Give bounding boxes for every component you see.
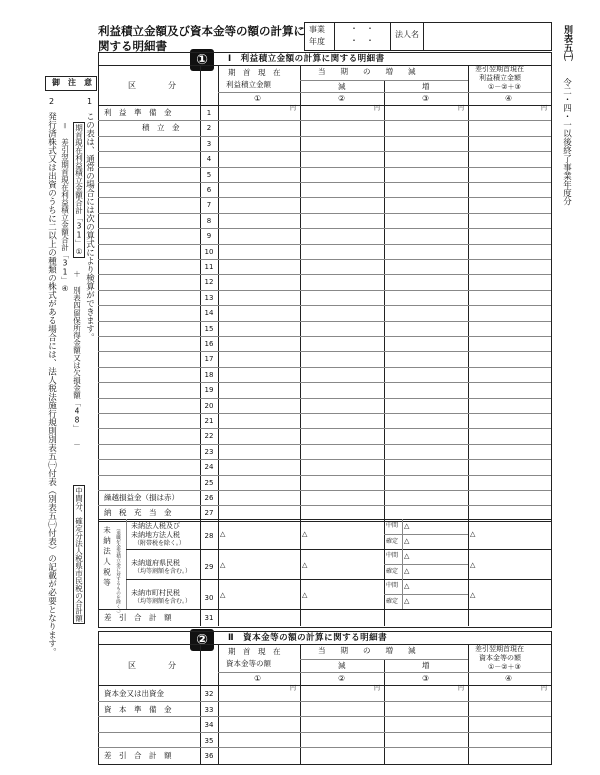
- note1-text: この表は、通常の場合には次の算式により検算ができます。: [84, 112, 95, 342]
- tax-row30-label-a: 未納市町村民税: [131, 589, 180, 597]
- amount-cell[interactable]: [301, 137, 383, 150]
- form-title-line2: 関する明細書: [98, 39, 167, 53]
- amount-cell[interactable]: [469, 748, 550, 762]
- amount-cell[interactable]: [301, 399, 383, 412]
- amount-cell[interactable]: [469, 106, 550, 119]
- amount-cell[interactable]: [469, 275, 550, 288]
- amount-cell[interactable]: [219, 383, 299, 396]
- section2-colnum-3: ③: [422, 674, 430, 683]
- row30-chukan-triangle: △: [404, 582, 410, 590]
- amount-cell[interactable]: [385, 137, 467, 150]
- amount-cell[interactable]: [385, 168, 467, 181]
- amount-cell[interactable]: [219, 260, 299, 273]
- section2-col4-header-a: 差引翌期首現在: [475, 645, 524, 653]
- section2-col4-header-c: ①－②＋③: [488, 663, 521, 671]
- section1-yen-unit-3: 円: [458, 105, 465, 112]
- row-label-2: 積 立 金: [142, 123, 180, 132]
- amount-cell[interactable]: [385, 352, 467, 365]
- section2-yen-unit-3: 円: [458, 685, 465, 692]
- amount-cell[interactable]: [385, 460, 467, 473]
- amount-cell[interactable]: [469, 245, 550, 258]
- row28-chukan-triangle: △: [404, 522, 410, 530]
- year-from-field[interactable]: ・ ・: [350, 24, 374, 33]
- amount-cell[interactable]: [385, 121, 467, 134]
- section1-increase-header: 増: [422, 82, 430, 91]
- note1-formula-a: 期首現在利益積立金額合計「31」①: [74, 124, 84, 256]
- amount-cell[interactable]: [469, 322, 550, 335]
- amount-cell[interactable]: [385, 399, 467, 412]
- row-number-31: 31: [204, 614, 214, 622]
- amount-cell[interactable]: [301, 291, 383, 304]
- section2-kubun-header: 区 分: [128, 661, 176, 670]
- amount-cell[interactable]: [301, 414, 383, 427]
- row-label-33: 資 本 準 備 金: [104, 705, 172, 714]
- amount-cell[interactable]: [301, 306, 383, 319]
- amount-cell[interactable]: [385, 214, 467, 227]
- amount-cell[interactable]: [469, 491, 550, 504]
- row-number-13: 13: [204, 294, 214, 302]
- amount-cell[interactable]: [469, 306, 550, 319]
- amount-cell[interactable]: [219, 198, 299, 211]
- nendo-label: 年度: [309, 37, 325, 46]
- amount-cell[interactable]: [301, 198, 383, 211]
- amount-cell[interactable]: [219, 414, 299, 427]
- row-number-21: 21: [204, 417, 214, 425]
- row29-chukan-label: 中間: [386, 552, 399, 559]
- amount-cell[interactable]: [301, 506, 383, 519]
- row-number-8: 8: [206, 217, 212, 225]
- amount-cell[interactable]: [385, 275, 467, 288]
- amount-cell[interactable]: [301, 260, 383, 273]
- row-number-4: 4: [206, 155, 212, 163]
- amount-cell[interactable]: [219, 152, 299, 165]
- section1-colnum-4: ④: [505, 94, 513, 103]
- amount-cell[interactable]: [301, 429, 383, 442]
- amount-cell[interactable]: [301, 121, 383, 134]
- row28-kakutei-triangle: △: [404, 537, 410, 545]
- amount-cell[interactable]: [385, 229, 467, 242]
- section2-change-header: 当 期 の 増 減: [318, 646, 416, 655]
- amount-cell[interactable]: [469, 229, 550, 242]
- section2-increase-header: 増: [422, 661, 430, 670]
- amount-cell[interactable]: [301, 214, 383, 227]
- amount-cell[interactable]: [219, 106, 299, 119]
- row30-kakutei-label: 確定: [386, 598, 399, 605]
- section2-yen-unit-2: 円: [374, 685, 381, 692]
- amount-cell[interactable]: [219, 291, 299, 304]
- amount-cell[interactable]: [301, 460, 383, 473]
- row-number-23: 23: [204, 448, 214, 456]
- row-number-18: 18: [204, 371, 214, 379]
- row28-chukan-label: 中間: [386, 522, 399, 529]
- row-number-15: 15: [204, 325, 214, 333]
- amount-cell[interactable]: [219, 245, 299, 258]
- amount-cell[interactable]: [301, 183, 383, 196]
- amount-cell[interactable]: [301, 229, 383, 242]
- amount-cell[interactable]: [219, 368, 299, 381]
- tax-row28-label-a: 未納法人税及び: [131, 522, 180, 530]
- amount-cell[interactable]: [219, 322, 299, 335]
- amount-cell[interactable]: [469, 198, 550, 211]
- amount-cell[interactable]: [469, 383, 550, 396]
- section2-col1-header-b: 資本金等の額: [226, 659, 271, 668]
- row-number-16: 16: [204, 340, 214, 348]
- note1-number: 1: [87, 97, 93, 106]
- amount-cell[interactable]: [219, 306, 299, 319]
- amount-cell[interactable]: [301, 445, 383, 458]
- amount-cell[interactable]: [301, 717, 383, 731]
- row29-kakutei-triangle: △: [404, 567, 410, 575]
- amount-cell[interactable]: [301, 352, 383, 365]
- amount-cell[interactable]: [469, 183, 550, 196]
- amount-cell[interactable]: [301, 245, 383, 258]
- form-number-label: 別表五㈠: [562, 25, 572, 61]
- section2-yen-unit-1: 円: [290, 685, 297, 692]
- row-number-24: 24: [204, 463, 214, 471]
- row-number-11: 11: [204, 263, 214, 271]
- tax-row28-col2-triangle: △: [302, 530, 308, 538]
- row-number-30: 30: [204, 594, 214, 602]
- amount-cell[interactable]: [219, 229, 299, 242]
- row-number-14: 14: [204, 309, 214, 317]
- section1-yen-unit-1: 円: [290, 105, 297, 112]
- tax-row30-col4-triangle: △: [470, 591, 476, 599]
- section1-change-header: 当 期 の 増 減: [318, 67, 416, 76]
- amount-cell[interactable]: [469, 137, 550, 150]
- amount-cell[interactable]: [385, 476, 467, 489]
- row-number-26: 26: [204, 494, 214, 502]
- amount-cell[interactable]: [219, 733, 299, 747]
- amount-cell[interactable]: [301, 275, 383, 288]
- row-number-32: 32: [204, 690, 214, 698]
- tax-row30-col2-triangle: △: [302, 591, 308, 599]
- amount-cell[interactable]: [301, 476, 383, 489]
- section2-col1-header-a: 期 首 現 在: [228, 647, 281, 656]
- amount-cell[interactable]: [219, 275, 299, 288]
- section1-decrease-header: 減: [338, 82, 346, 91]
- amount-cell[interactable]: [385, 245, 467, 258]
- row-number-1: 1: [206, 109, 212, 117]
- note2-text: 発行済株式又は出資のうちに二以上の種類の株式がある場合には、法人税法施行規則別表五㈠付表（別表五㈠付表）の記載が必要となります。: [46, 112, 57, 656]
- note1-formula-b: ＋ 別表四留保所得金額又は欠損金額「48」 －: [72, 270, 82, 449]
- amount-cell[interactable]: [385, 506, 467, 519]
- amount-cell[interactable]: [469, 368, 550, 381]
- row-label-26: 繰越損益金（損は赤）: [104, 493, 179, 502]
- tax-row29-col2-triangle: △: [302, 561, 308, 569]
- amount-cell[interactable]: [385, 383, 467, 396]
- amount-cell[interactable]: [301, 322, 383, 335]
- corp-name-field[interactable]: [425, 24, 548, 48]
- amount-cell[interactable]: [219, 748, 299, 762]
- amount-cell[interactable]: [469, 414, 550, 427]
- row-number-10: 10: [204, 248, 214, 256]
- amount-cell[interactable]: [301, 686, 383, 700]
- section2-title: Ⅱ 資本金等の額の計算に関する明細書: [228, 633, 388, 643]
- amount-cell[interactable]: [469, 460, 550, 473]
- tax-group-note: （退職年金等積立金に対するものを除く。）: [115, 526, 121, 616]
- row-number-3: 3: [206, 140, 212, 148]
- tax-row28-label-c: （附帯税を除く。）: [134, 540, 185, 547]
- amount-cell[interactable]: [385, 429, 467, 442]
- section1-kubun-header: 区 分: [128, 81, 176, 90]
- amount-cell[interactable]: [469, 168, 550, 181]
- amount-cell[interactable]: [385, 106, 467, 119]
- amount-cell[interactable]: [469, 506, 550, 519]
- amount-cell[interactable]: [469, 352, 550, 365]
- section1-col4-header-c: ①－②＋③: [488, 83, 521, 91]
- section1-col1-header-a: 期 首 現 在: [228, 68, 281, 77]
- amount-cell[interactable]: [385, 306, 467, 319]
- amount-cell[interactable]: [385, 491, 467, 504]
- row29-kakutei-label: 確定: [386, 568, 399, 575]
- amount-cell[interactable]: [385, 198, 467, 211]
- amount-cell[interactable]: [385, 686, 467, 700]
- row-number-5: 5: [206, 171, 212, 179]
- amount-cell[interactable]: [301, 733, 383, 747]
- tax-row29-col4-triangle: △: [470, 561, 476, 569]
- amount-cell[interactable]: [219, 429, 299, 442]
- row-number-19: 19: [204, 386, 214, 394]
- amount-cell[interactable]: [469, 152, 550, 165]
- amount-cell[interactable]: [219, 686, 299, 700]
- tax-row29-label-a: 未納道府県民税: [131, 559, 180, 567]
- section2-decrease-header: 減: [338, 661, 346, 670]
- section1-colnum-3: ③: [422, 94, 430, 103]
- amount-cell[interactable]: [469, 445, 550, 458]
- amount-cell[interactable]: [385, 260, 467, 273]
- amount-cell[interactable]: [219, 352, 299, 365]
- row-label-32: 資本金又は出資金: [104, 689, 164, 698]
- amount-cell[interactable]: [301, 702, 383, 716]
- row-label-36: 差 引 合 計 額: [104, 751, 172, 760]
- row-number-25: 25: [204, 479, 214, 487]
- section2-yen-unit-4: 円: [541, 685, 548, 692]
- applicable-period-note: 令二・四・一以後終了事業年度分: [561, 78, 572, 206]
- section1-yen-unit-4: 円: [541, 105, 548, 112]
- amount-cell[interactable]: [301, 168, 383, 181]
- amount-cell[interactable]: [469, 214, 550, 227]
- amount-cell[interactable]: [385, 733, 467, 747]
- row-label-1: 利 益 準 備 金: [104, 108, 172, 117]
- amount-cell[interactable]: [301, 337, 383, 350]
- tax-row28-label-b: 未納地方法人税: [131, 531, 180, 539]
- tax-row30-label-c: （均等割額を含む。）: [134, 598, 192, 605]
- row-number-34: 34: [204, 721, 214, 729]
- amount-cell[interactable]: [219, 399, 299, 412]
- amount-cell[interactable]: [219, 337, 299, 350]
- amount-cell[interactable]: [385, 748, 467, 762]
- row-number-35: 35: [204, 737, 214, 745]
- amount-cell[interactable]: [385, 702, 467, 716]
- row29-chukan-triangle: △: [404, 552, 410, 560]
- amount-cell[interactable]: [301, 152, 383, 165]
- section1-col4-header-b: 利益積立金額: [479, 74, 521, 82]
- section1-col1-header-b: 利益積立金額: [226, 80, 271, 89]
- amount-cell[interactable]: [469, 399, 550, 412]
- amount-cell[interactable]: [219, 168, 299, 181]
- section1-col4-header-a: 差引翌期首現在: [475, 65, 524, 73]
- row-number-12: 12: [204, 278, 214, 286]
- amount-cell[interactable]: [219, 183, 299, 196]
- amount-cell[interactable]: [469, 702, 550, 716]
- section2-colnum-1: ①: [254, 674, 262, 683]
- amount-cell[interactable]: [385, 717, 467, 731]
- amount-cell[interactable]: [469, 291, 550, 304]
- amount-cell[interactable]: [385, 322, 467, 335]
- jigyo-label: 事業: [309, 25, 325, 34]
- amount-cell[interactable]: [385, 291, 467, 304]
- note1-formula-d: ＝ 差引翌期首現在利益積立金額合計「31」④: [60, 122, 70, 293]
- note2-number: 2: [49, 97, 55, 106]
- amount-cell[interactable]: [219, 491, 299, 504]
- amount-cell[interactable]: [385, 183, 467, 196]
- amount-cell[interactable]: [385, 414, 467, 427]
- amount-cell[interactable]: [301, 106, 383, 119]
- amount-cell[interactable]: [219, 717, 299, 731]
- section1-colnum-2: ②: [338, 94, 346, 103]
- amount-cell[interactable]: [219, 445, 299, 458]
- amount-cell[interactable]: [219, 460, 299, 473]
- row-number-20: 20: [204, 402, 214, 410]
- amount-cell[interactable]: [469, 260, 550, 273]
- amount-cell[interactable]: [469, 686, 550, 700]
- row-number-2: 2: [206, 124, 212, 132]
- row-number-9: 9: [206, 232, 212, 240]
- row-number-27: 27: [204, 509, 214, 517]
- amount-cell[interactable]: [219, 506, 299, 519]
- amount-cell[interactable]: [301, 383, 383, 396]
- corp-name-label: 法人名: [395, 30, 419, 39]
- amount-cell[interactable]: [301, 748, 383, 762]
- amount-cell[interactable]: [469, 476, 550, 489]
- section1-yen-unit-2: 円: [374, 105, 381, 112]
- amount-cell[interactable]: [219, 121, 299, 134]
- row-number-28: 28: [204, 532, 214, 540]
- row-label-27: 納 税 充 当 金: [104, 508, 172, 517]
- section1-badge: ①: [190, 49, 214, 71]
- amount-cell[interactable]: [219, 476, 299, 489]
- amount-cell[interactable]: [385, 445, 467, 458]
- row30-chukan-label: 中間: [386, 582, 399, 589]
- amount-cell[interactable]: [469, 121, 550, 134]
- amount-cell[interactable]: [219, 214, 299, 227]
- section1-colnum-1: ①: [254, 94, 262, 103]
- amount-cell[interactable]: [469, 717, 550, 731]
- tax-row29-col1-triangle: △: [220, 561, 226, 569]
- amount-cell[interactable]: [385, 368, 467, 381]
- amount-cell[interactable]: [219, 702, 299, 716]
- tax-row29-label-c: （均等割額を含む。）: [134, 568, 192, 575]
- year-to-field[interactable]: ・ ・: [350, 36, 374, 45]
- row-number-6: 6: [206, 186, 212, 194]
- row28-kakutei-label: 確定: [386, 538, 399, 545]
- amount-cell[interactable]: [385, 337, 467, 350]
- note1-formula-c: 中間分、確定分法人税県市民税の合計額: [74, 487, 84, 622]
- notes-heading: 御 注 意: [52, 78, 92, 87]
- amount-cell[interactable]: [219, 137, 299, 150]
- section2-colnum-2: ②: [338, 674, 346, 683]
- row30-kakutei-triangle: △: [404, 597, 410, 605]
- tax-group-label: 未納法人税等: [102, 526, 112, 589]
- row-number-7: 7: [206, 201, 212, 209]
- tax-row30-col1-triangle: △: [220, 591, 226, 599]
- amount-cell[interactable]: [301, 491, 383, 504]
- section2-badge: ②: [190, 629, 214, 651]
- section1-title: Ⅰ 利益積立金額の計算に関する明細書: [228, 54, 385, 64]
- row-number-22: 22: [204, 432, 214, 440]
- row-number-33: 33: [204, 706, 214, 714]
- amount-cell[interactable]: [469, 337, 550, 350]
- row-number-36: 36: [204, 752, 214, 760]
- tax-row28-col1-triangle: △: [220, 530, 226, 538]
- amount-cell[interactable]: [385, 152, 467, 165]
- section2-col4-header-b: 資本金等の額: [479, 654, 521, 662]
- section1-total-label: 差 引 合 計 額: [104, 613, 172, 622]
- tax-row28-col4-triangle: △: [470, 530, 476, 538]
- amount-cell[interactable]: [469, 429, 550, 442]
- row-number-17: 17: [204, 355, 214, 363]
- form-title-line1: 利益積立金額及び資本金等の額の計算に: [98, 24, 305, 38]
- row-number-29: 29: [204, 563, 214, 571]
- amount-cell[interactable]: [469, 733, 550, 747]
- section2-colnum-4: ④: [505, 674, 513, 683]
- amount-cell[interactable]: [301, 368, 383, 381]
